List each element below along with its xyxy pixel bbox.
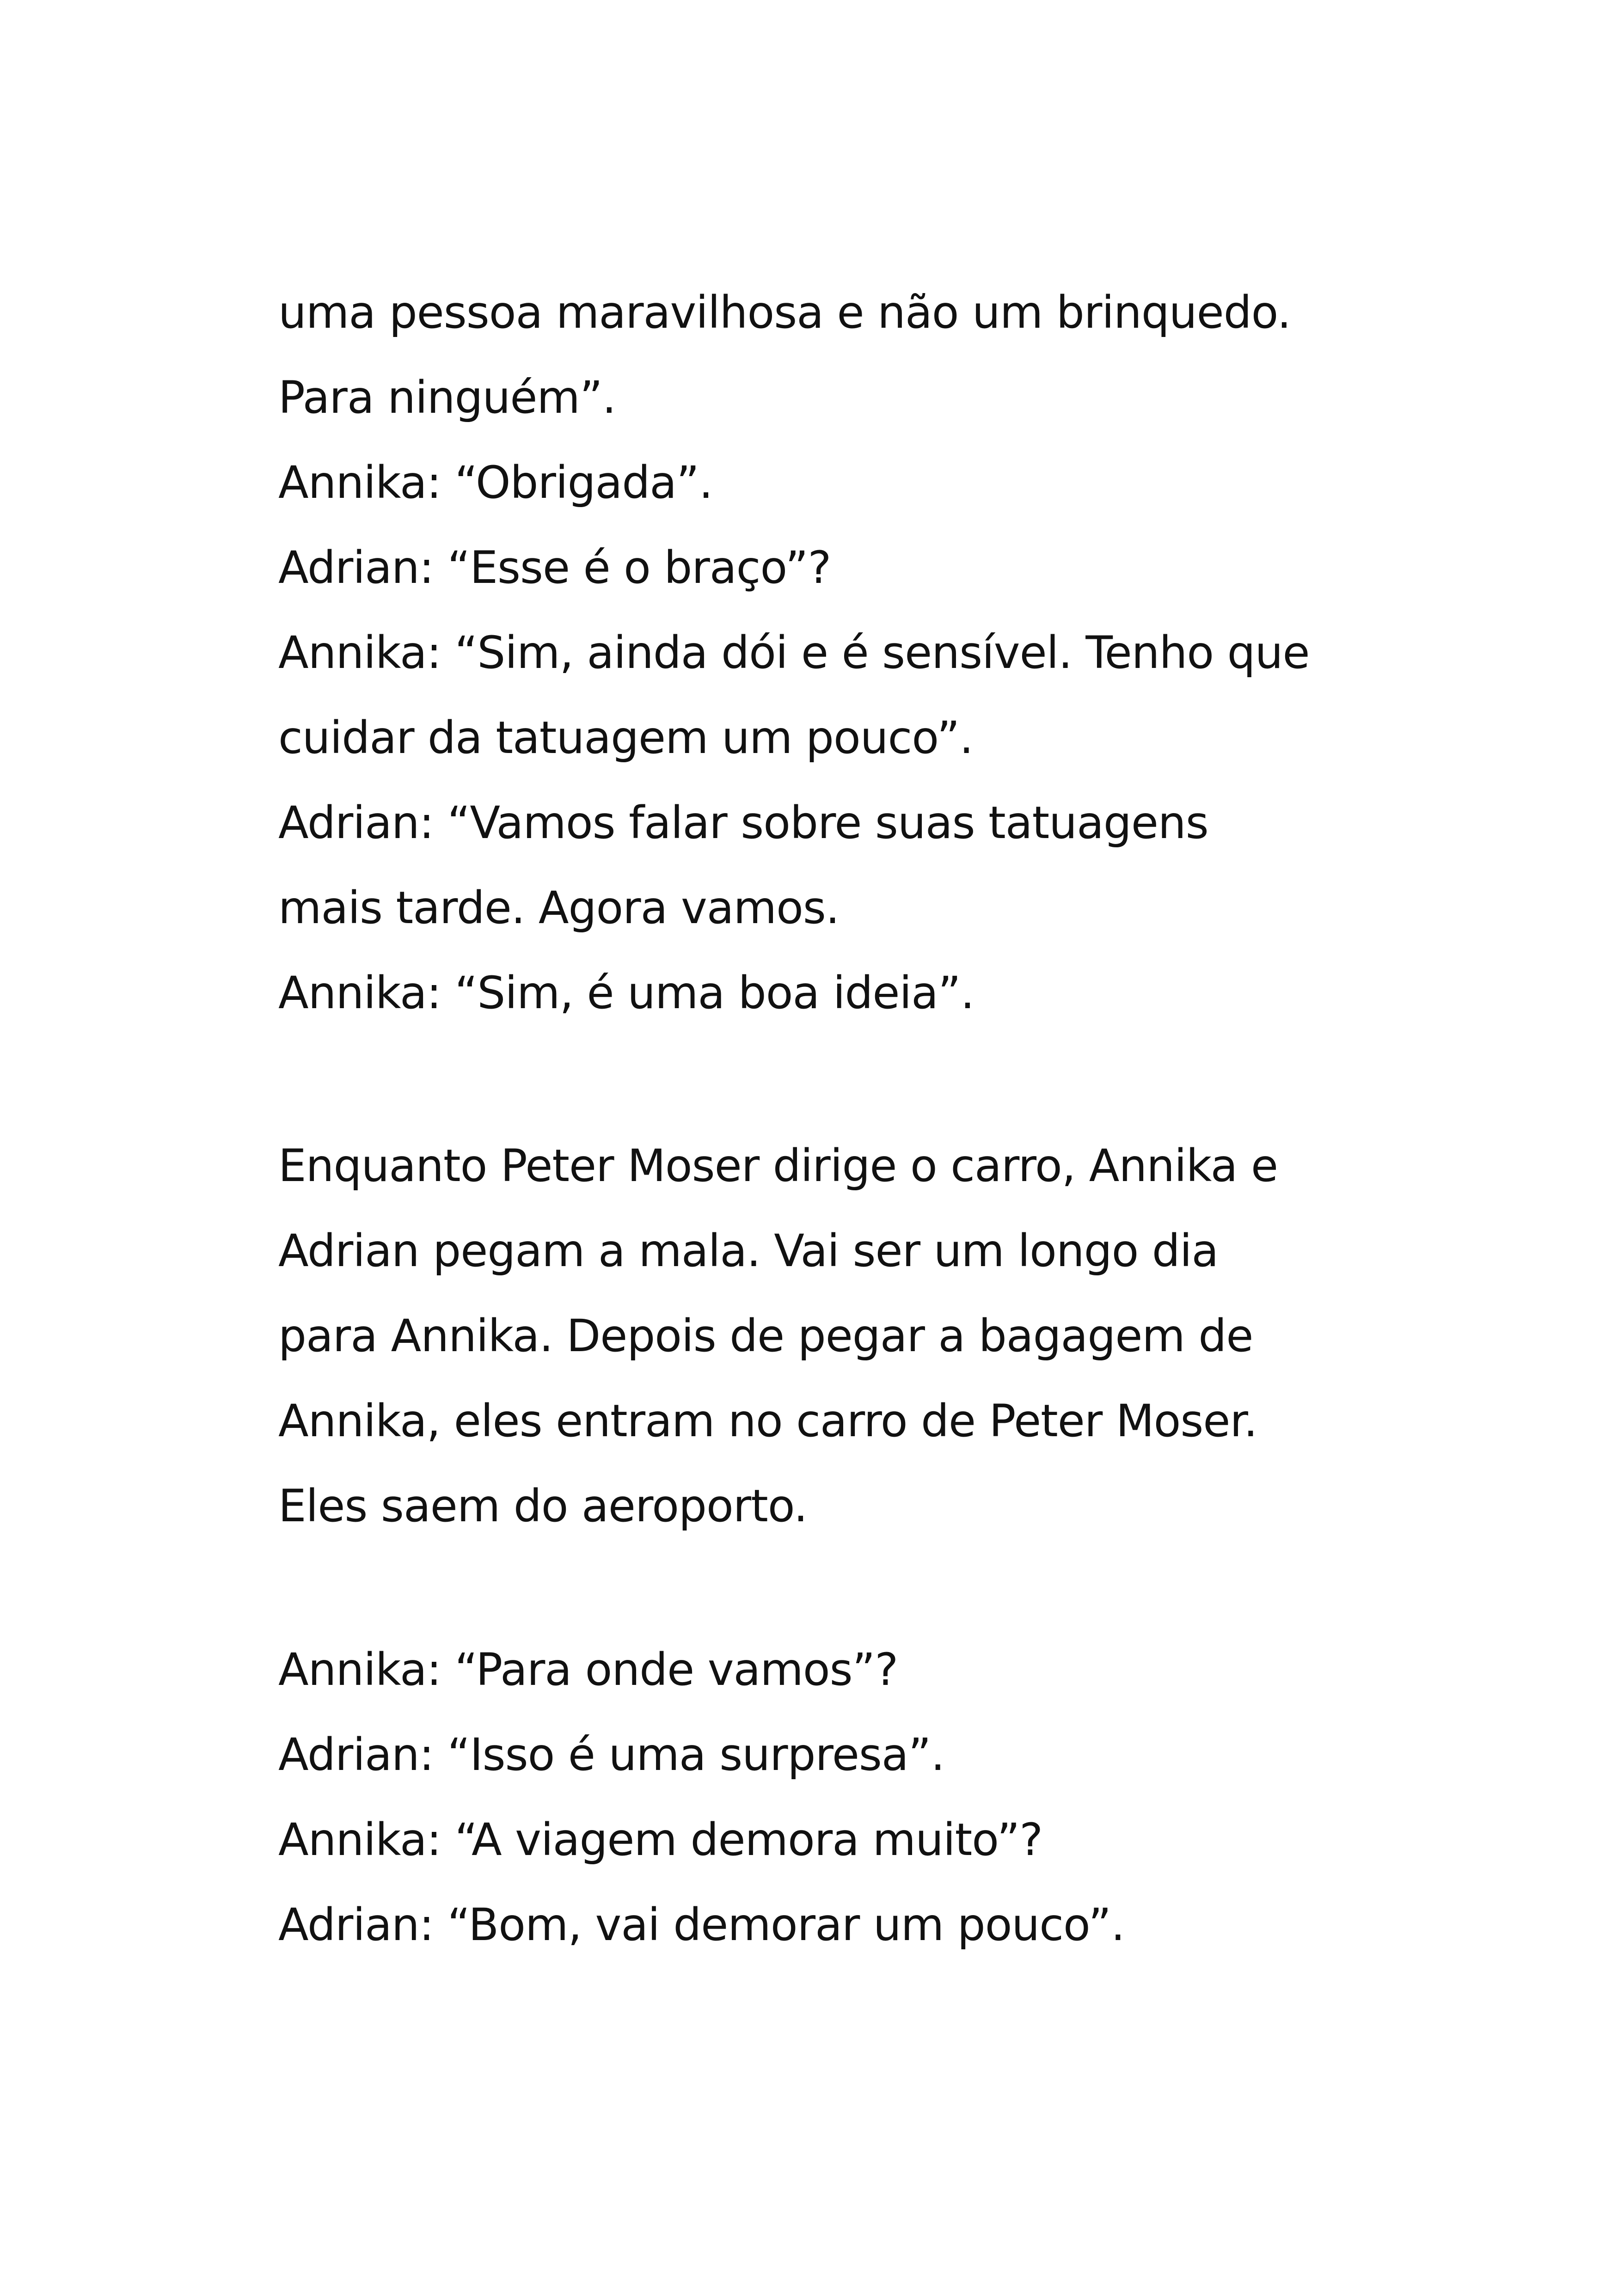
- text-line: Adrian: “Esse é o braço”?: [278, 542, 831, 594]
- text-line: Adrian: “Vamos falar sobre suas tatuagens: [278, 797, 1208, 849]
- text-line: Adrian: “Isso é uma surpresa”.: [278, 1729, 944, 1781]
- text-line: Eles saem do aeroporto.: [278, 1480, 808, 1532]
- text-line: Adrian: “Bom, vai demorar um pouco”.: [278, 1899, 1125, 1951]
- text-line: Annika: “A viagem demora muito”?: [278, 1814, 1043, 1866]
- text-line: uma pessoa maravilhosa e não um brinquedo.: [278, 287, 1291, 338]
- text-line: Para ninguém”.: [278, 372, 616, 423]
- text-line: para Annika. Depois de pegar a bagagem de: [278, 1310, 1253, 1362]
- paragraph-dialogue-1: [278, 270, 1388, 1035]
- text-line: mais tarde. Agora vamos.: [278, 882, 840, 934]
- text-line: Adrian pegam a mala. Vai ser um longo dia: [278, 1225, 1219, 1277]
- text-line: Annika: “Sim, é uma boa ideia”.: [278, 967, 974, 1019]
- text-line: Annika: “Sim, ainda dói e é sensível. Tenho que: [278, 627, 1310, 679]
- paragraph-narration: [278, 1123, 1388, 1549]
- paragraph-dialogue-2: [278, 1627, 1388, 1967]
- text-line: Annika: “Para onde vamos”?: [278, 1644, 898, 1696]
- text-line: cuidar da tatuagem um pouco”.: [278, 712, 973, 764]
- text-line: Annika, eles entram no carro de Peter Moser.: [278, 1395, 1257, 1447]
- text-line: Enquanto Peter Moser dirige o carro, Annika e: [278, 1140, 1278, 1192]
- text-line: Annika: “Obrigada”.: [278, 457, 713, 508]
